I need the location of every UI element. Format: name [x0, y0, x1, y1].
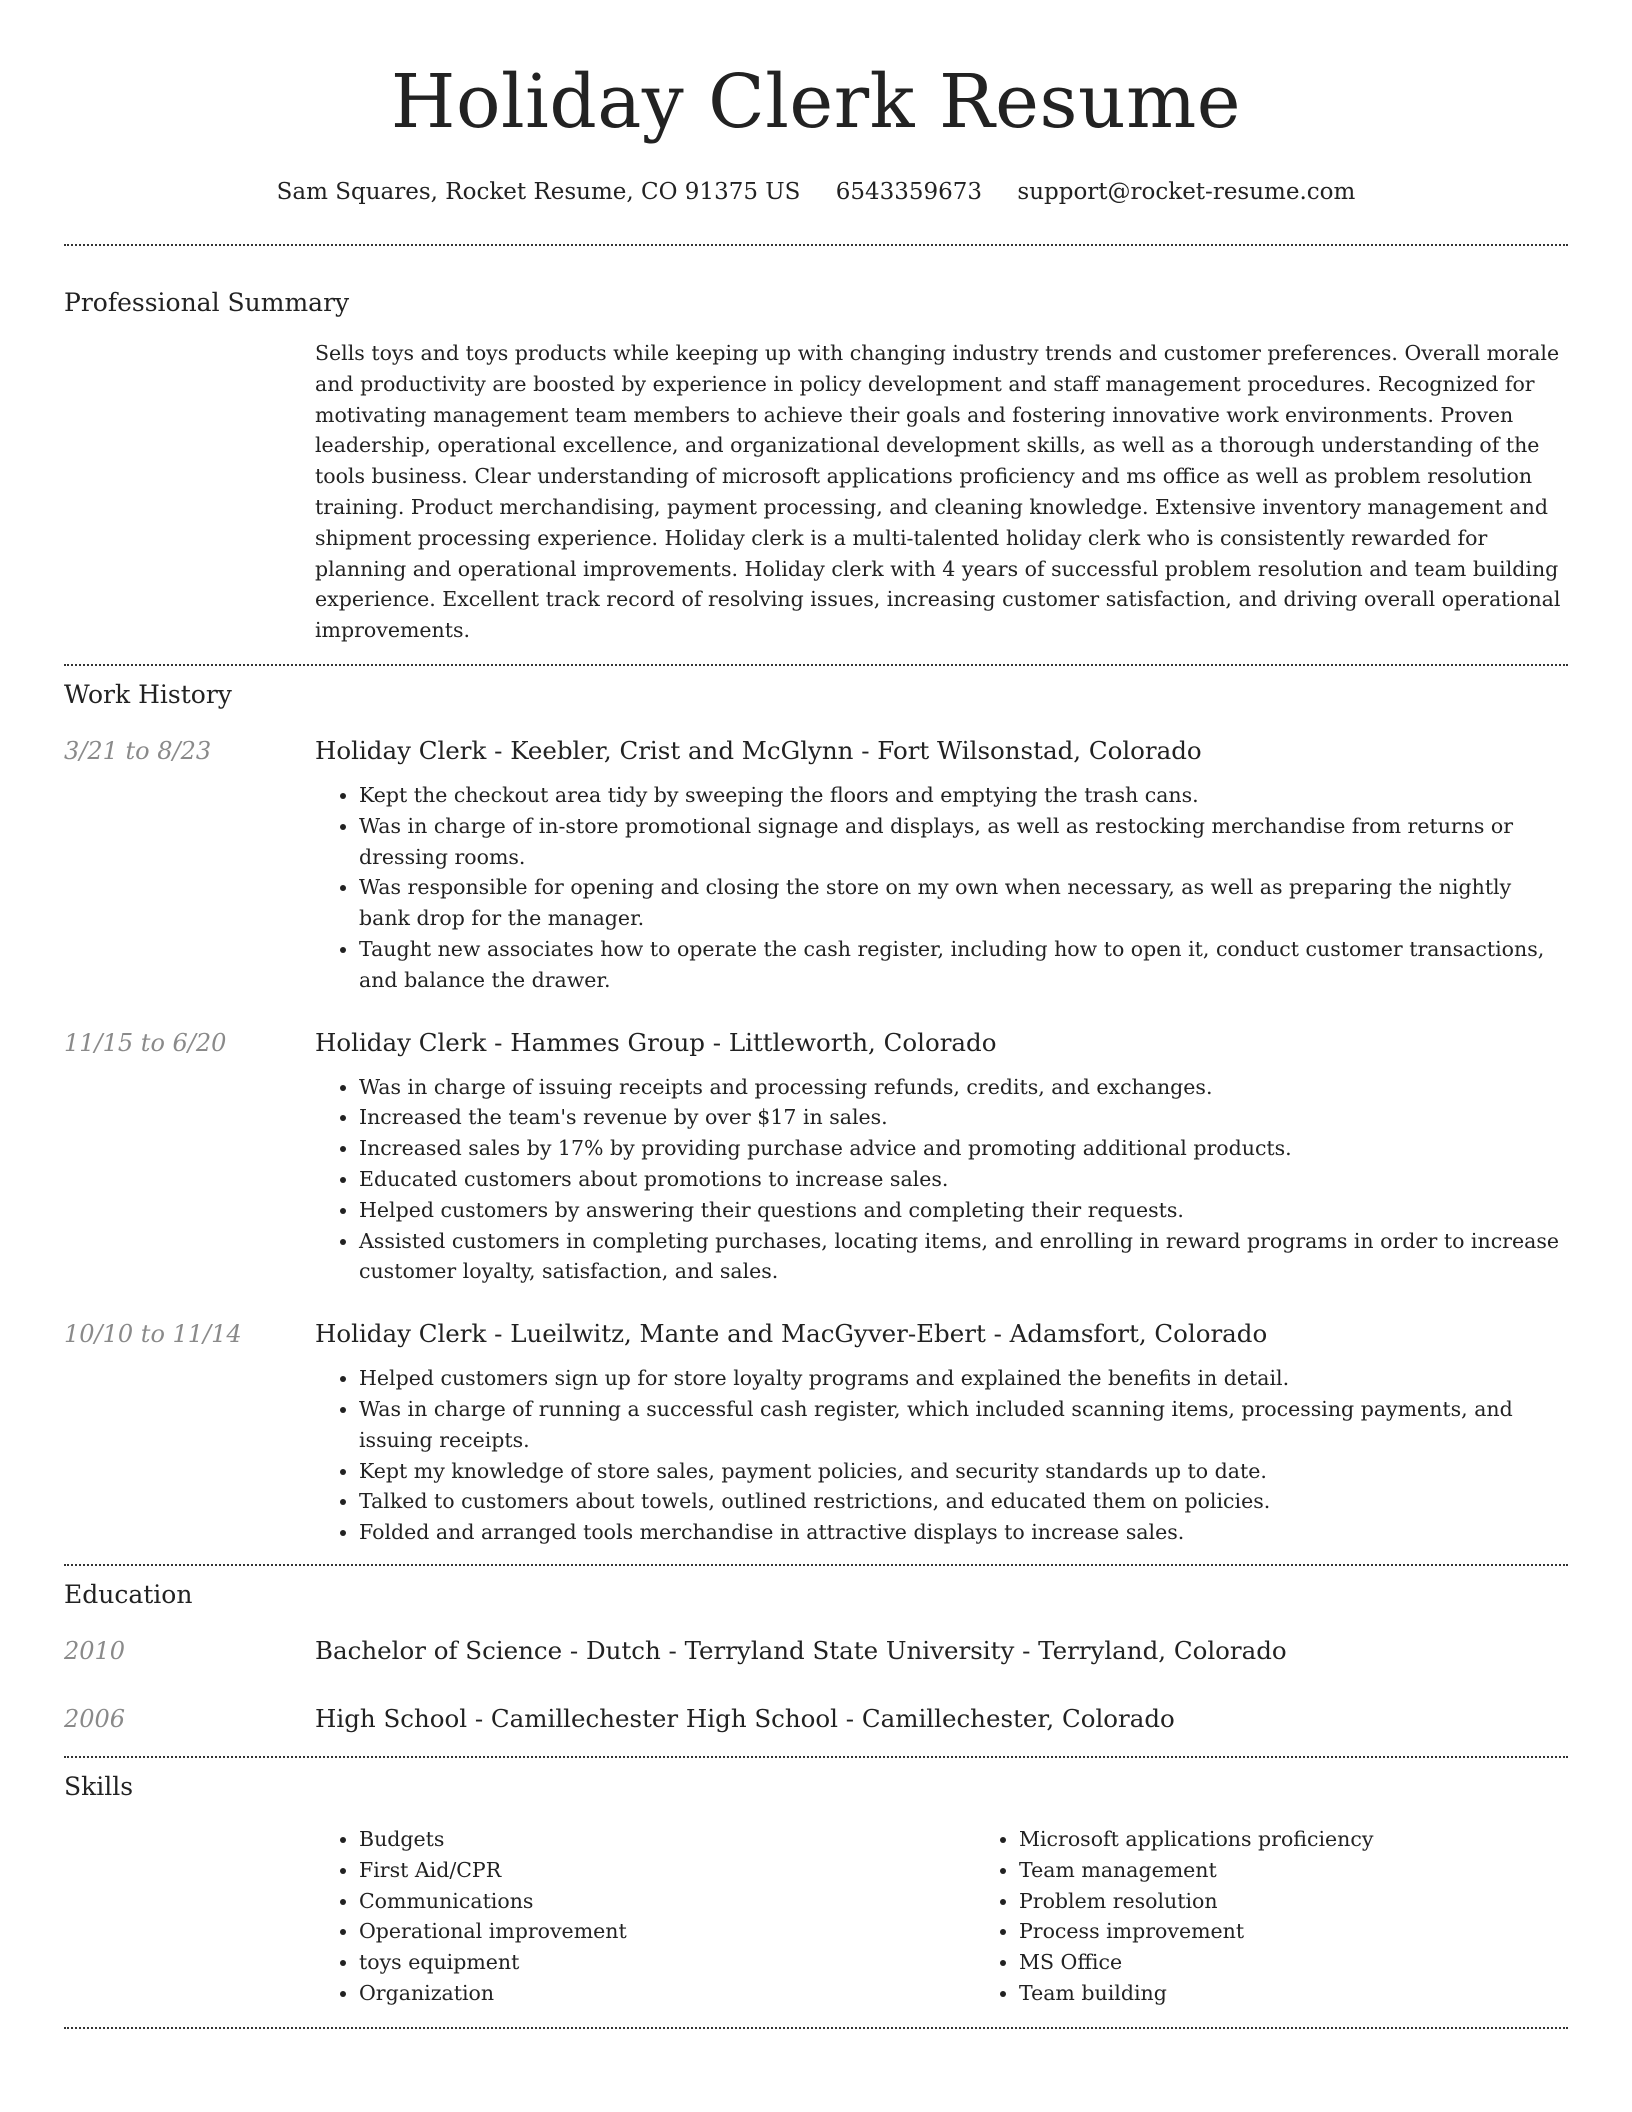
education-text: Bachelor of Science - Dutch - Terryland State University - Terryland, Colorado — [315, 1635, 1287, 1665]
job-dates: 10/10 to 11/14 — [64, 1320, 242, 1349]
education-details — [315, 1702, 1568, 1736]
skill-item: • Team management — [1019, 1855, 1632, 1886]
divider — [64, 664, 1568, 666]
contact-info — [64, 174, 1568, 210]
list-item: • Was in charge of in-store promotional signage and displays, as well as restocking merchandise from returns or dressing rooms. — [359, 811, 1568, 873]
list-item: • Increased the team's revenue by over $17 in sales. — [359, 1102, 1568, 1133]
list-item: • Kept my knowledge of store sales, payment policies, and security standards up to date. — [359, 1456, 1568, 1487]
list-item: • Was in charge of running a successful cash register, which included scanning items, processing payments, and issuing receipts. — [359, 1394, 1568, 1456]
job-entry — [64, 1026, 1568, 1288]
skill-item: • Process improvement — [1019, 1916, 1632, 1947]
contact-address: Sam Squares, Rocket Resume, CO 91375 US — [276, 179, 801, 205]
job-bullets — [315, 780, 1568, 996]
education-details — [315, 1634, 1568, 1668]
list-item: • Kept the checkout area tidy by sweeping the floors and emptying the trash cans. — [359, 780, 1568, 811]
job-entry — [64, 1317, 1568, 1548]
skills-list-left — [315, 1824, 975, 2009]
education-text: High School - Camillechester High School - Camillechester, Colorado — [315, 1703, 1175, 1733]
divider — [64, 1756, 1568, 1758]
list-item: • Folded and arranged tools merchandise in attractive displays to increase sales. — [359, 1517, 1568, 1548]
skill-item: • Organization — [359, 1978, 975, 2009]
section-title-skills: Skills — [64, 1771, 134, 1801]
skill-item: • Microsoft applications proficiency — [1019, 1824, 1632, 1855]
education-entry — [64, 1702, 1568, 1736]
section-title-work: Work History — [64, 679, 232, 709]
list-item: • Was responsible for opening and closing the store on my own when necessary, as well as preparing the nightly bank drop for the manager. — [359, 872, 1568, 934]
list-item: • Was in charge of issuing receipts and processing refunds, credits, and exchanges. — [359, 1072, 1568, 1103]
education-entry — [64, 1634, 1568, 1668]
job-details — [315, 734, 1568, 996]
divider — [64, 2027, 1568, 2029]
summary-row — [64, 338, 1568, 646]
job-title: Holiday Clerk - Lueilwitz, Mante and MacGyver-Ebert - Adamsfort, Colorado — [315, 1319, 1268, 1349]
education-year: 2006 — [64, 1704, 126, 1733]
list-item: • Helped customers sign up for store loyalty programs and explained the benefits in detail. — [359, 1363, 1568, 1394]
skill-item: • Budgets — [359, 1824, 975, 1855]
job-entry — [64, 734, 1568, 996]
skill-item: • toys equipment — [359, 1947, 975, 1978]
skill-item: • Team building — [1019, 1978, 1632, 2009]
education-year: 2010 — [64, 1636, 126, 1665]
skills-row — [64, 1824, 1568, 2009]
skill-item: • First Aid/CPR — [359, 1855, 975, 1886]
job-title: Holiday Clerk - Hammes Group - Littleworth, Colorado — [315, 1027, 997, 1057]
page-title: Holiday Clerk Resume — [390, 59, 1242, 145]
job-details — [315, 1026, 1568, 1288]
job-dates: 11/15 to 6/20 — [64, 1028, 227, 1057]
list-item: • Taught new associates how to operate the cash register, including how to open it, conduct customer transactions, and balance the drawer. — [359, 934, 1568, 996]
job-bullets — [315, 1363, 1568, 1548]
section-title-summary: Professional Summary — [64, 288, 350, 317]
skill-item: • Operational improvement — [359, 1916, 975, 1947]
skill-item: • Communications — [359, 1886, 975, 1917]
job-dates: 3/21 to 8/23 — [64, 736, 212, 765]
summary-body — [315, 338, 1568, 646]
skill-item: • Problem resolution — [1019, 1886, 1632, 1917]
skills-columns — [315, 1824, 1568, 2009]
divider — [64, 1564, 1568, 1566]
list-item: • Educated customers about promotions to increase sales. — [359, 1164, 1568, 1195]
job-bullets — [315, 1072, 1568, 1288]
section-title-education: Education — [64, 1579, 193, 1609]
list-item: • Increased sales by 17% by providing purchase advice and promoting additional products. — [359, 1133, 1568, 1164]
skills-list-right — [975, 1824, 1632, 2009]
list-item: • Talked to customers about towels, outlined restrictions, and educated them on policies. — [359, 1486, 1568, 1517]
list-item: • Assisted customers in completing purchases, locating items, and enrolling in reward programs in order to increase customer loyalty, satisfaction, and sales. — [359, 1226, 1568, 1288]
skill-item: • MS Office — [1019, 1947, 1632, 1978]
summary-text: Sells toys and toys products while keeping up with changing industry trends and customer preferences. Overall morale and productivity are boosted by experience in policy development and staff management procedures. Recognized for motivating management team members to achieve their goals and fostering innovative work environments. Proven leadership, operational excellence, and organizational development skills, as well as a thorough understanding of the tools business. Clear understanding of microsoft applications proficiency and ms office as well as problem resolution training. Product merchandising, payment processing, and cleaning knowledge. Extensive inventory management and shipment processing experience. Holiday clerk is a multi-talented holiday clerk who is consistently rewarded for planning and operational improvements. Holiday clerk with 4 years of successful problem resolution and team building experience. Excellent track record of resolving issues, increasing customer satisfaction, and driving overall operational improvements. — [315, 341, 1561, 643]
divider — [64, 244, 1568, 246]
list-item: • Helped customers by answering their questions and completing their requests. — [359, 1195, 1568, 1226]
contact-phone: 6543359673 — [835, 179, 983, 205]
job-title: Holiday Clerk - Keebler, Crist and McGlynn - Fort Wilsonstad, Colorado — [315, 735, 1202, 765]
job-details — [315, 1317, 1568, 1548]
contact-email: support@rocket-resume.com — [1017, 179, 1356, 205]
